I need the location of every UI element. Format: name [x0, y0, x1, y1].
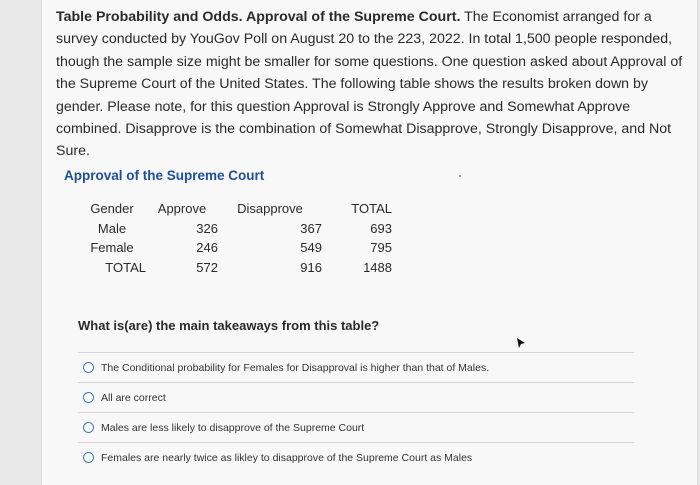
- table-row: [78, 219, 392, 239]
- cell-value: 367: [300, 220, 322, 236]
- row-label-total: TOTAL: [105, 259, 146, 275]
- option-label: Females are nearly twice as likley to disapprove of the Supreme Court as Males: [101, 451, 473, 464]
- intro-body: The Economist arranged for a survey conducted by YouGov Poll on August 20 to the 223, 2022. In total 1,500 people responded, though the sample size might be smaller for some questions. One question asked about Approval of the Supreme Court of the United States. The following table shows the results broken down by gender. Please note, for this question Approval is Strongly Approve and Somewhat Approve combined. Disapprove is the combination of Somewhat Disapprove, Strongly Disapprove, and Not Sure.: [56, 9, 683, 160]
- cell-value: 795: [370, 240, 392, 256]
- table-title: Approval of the Supreme Court: [64, 168, 265, 183]
- cell-value: 916: [300, 259, 322, 275]
- cell-value: 246: [196, 240, 218, 256]
- option-label: All are correct: [101, 391, 166, 404]
- table-header-row: [78, 199, 392, 219]
- cell-value: 693: [370, 220, 392, 236]
- table-row: [78, 238, 392, 258]
- option-label: The Conditional probability for Females for Disapproval is higher than that of Males.: [101, 361, 490, 374]
- header-gender: Gender: [90, 201, 134, 217]
- answer-option[interactable]: [78, 442, 634, 472]
- answer-option[interactable]: [78, 412, 634, 442]
- cell-value: 1488: [363, 259, 392, 275]
- table-row: [78, 258, 392, 278]
- radio-button[interactable]: [83, 362, 94, 373]
- stray-dot: [459, 175, 461, 177]
- cell-value: 572: [196, 259, 218, 275]
- cell-value: 549: [300, 240, 322, 256]
- cell-value: 326: [196, 220, 218, 236]
- row-label-male: Male: [97, 220, 127, 236]
- radio-button[interactable]: [83, 422, 94, 433]
- intro-title: Table Probability and Odds. Approval of the Supreme Court.: [56, 9, 461, 25]
- approval-table: [78, 199, 392, 277]
- answer-option[interactable]: [78, 352, 634, 382]
- answer-options: [78, 352, 634, 472]
- row-label-female: Female: [90, 240, 134, 256]
- mouse-cursor-icon: [516, 337, 526, 349]
- option-label: Males are less likely to disapprove of the Supreme Court: [101, 421, 365, 434]
- intro-paragraph: [56, 6, 686, 163]
- header-total: TOTAL: [351, 201, 392, 217]
- header-approve: Approve: [157, 201, 207, 217]
- question-text: What is(are) the main takeaways from this table?: [78, 318, 380, 333]
- header-disapprove: Disapprove: [237, 201, 303, 217]
- answer-option[interactable]: [78, 382, 634, 412]
- radio-button[interactable]: [83, 392, 94, 403]
- radio-button[interactable]: [83, 452, 94, 463]
- question-page: [42, 0, 697, 485]
